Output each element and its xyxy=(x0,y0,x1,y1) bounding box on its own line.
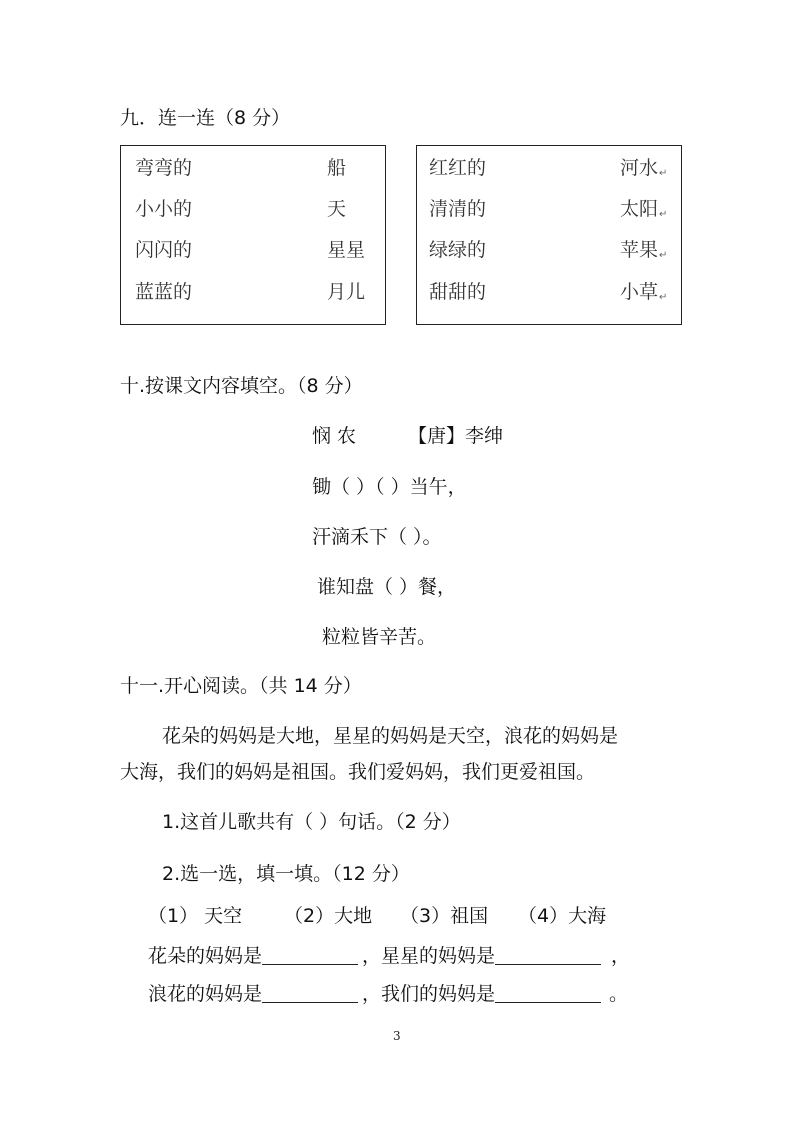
return-mark: ↵ xyxy=(659,209,668,220)
fill-text: ，我们的妈妈是 xyxy=(362,983,496,1005)
return-mark: ↵ xyxy=(659,250,668,261)
option: （2）大地 xyxy=(284,905,373,927)
match-right-word: 天 xyxy=(327,198,347,220)
match-left-word: 清清的 xyxy=(429,198,487,220)
match-left-word: 弯弯的 xyxy=(135,157,193,179)
answer-blank[interactable] xyxy=(495,984,601,1003)
question-1: 1.这首儿歌共有（ ）句话。（2 分） xyxy=(162,811,461,833)
answer-blank[interactable] xyxy=(262,946,358,965)
poem-title: 悯 农 xyxy=(312,425,357,447)
reading-passage-line: 花朵的妈妈是大地，星星的妈妈是天空，浪花的妈妈是 xyxy=(162,725,619,747)
fill-text: ， xyxy=(611,945,631,967)
poem-line: 粒粒皆辛苦。 xyxy=(322,626,437,648)
fill-text: ，星星的妈妈是 xyxy=(362,945,496,967)
match-right-word: 太阳↵ xyxy=(620,198,668,220)
fill-line-2 xyxy=(148,979,628,1006)
option: （3）祖国 xyxy=(400,905,489,927)
poem-line: 汗滴禾下（ ）。 xyxy=(312,526,442,548)
match-left-word: 闪闪的 xyxy=(135,239,193,261)
match-right-word: 小草↵ xyxy=(620,281,668,303)
answer-blank[interactable] xyxy=(495,946,601,965)
fill-text: 浪花的妈妈是 xyxy=(148,983,263,1005)
reading-passage-line: 大海，我们的妈妈是祖国。我们爱妈妈，我们更爱祖国。 xyxy=(120,761,596,783)
poem-author: 【唐】李绅 xyxy=(408,425,504,447)
section11-title: 十一.开心阅读。（共 14 分） xyxy=(120,675,362,697)
answer-blank[interactable] xyxy=(262,984,358,1003)
fill-text: 。 xyxy=(609,983,629,1005)
return-mark: ↵ xyxy=(659,168,668,179)
match-box-left xyxy=(120,145,386,325)
option: （1） 天空 xyxy=(148,905,243,927)
match-left-word: 红红的 xyxy=(429,157,487,179)
section10-title: 十.按课文内容填空。（8 分） xyxy=(120,375,363,397)
match-box-right xyxy=(416,145,682,325)
match-right-word: 河水↵ xyxy=(620,157,668,179)
match-right-word: 月儿 xyxy=(327,281,366,303)
match-left-word: 蓝蓝的 xyxy=(135,281,193,303)
match-right-word: 船 xyxy=(327,157,347,179)
question-2: 2.选一选，填一填。（12 分） xyxy=(162,863,410,885)
page-number: 3 xyxy=(393,1029,401,1043)
match-left-word: 甜甜的 xyxy=(429,281,487,303)
fill-line-1 xyxy=(148,941,630,968)
match-right-word: 苹果↵ xyxy=(620,239,668,261)
match-right-word: 星星 xyxy=(327,239,366,261)
poem-line: 锄（ ）（ ）当午， xyxy=(312,476,467,498)
poem-line: 谁知盘（ ）餐， xyxy=(317,576,457,598)
fill-text: 花朵的妈妈是 xyxy=(148,945,263,967)
section9-title: 九．连一连（8 分） xyxy=(120,107,291,129)
match-left-word: 绿绿的 xyxy=(429,239,487,261)
option: （4）大海 xyxy=(518,905,607,927)
match-left-word: 小小的 xyxy=(135,198,193,220)
return-mark: ↵ xyxy=(659,292,668,303)
